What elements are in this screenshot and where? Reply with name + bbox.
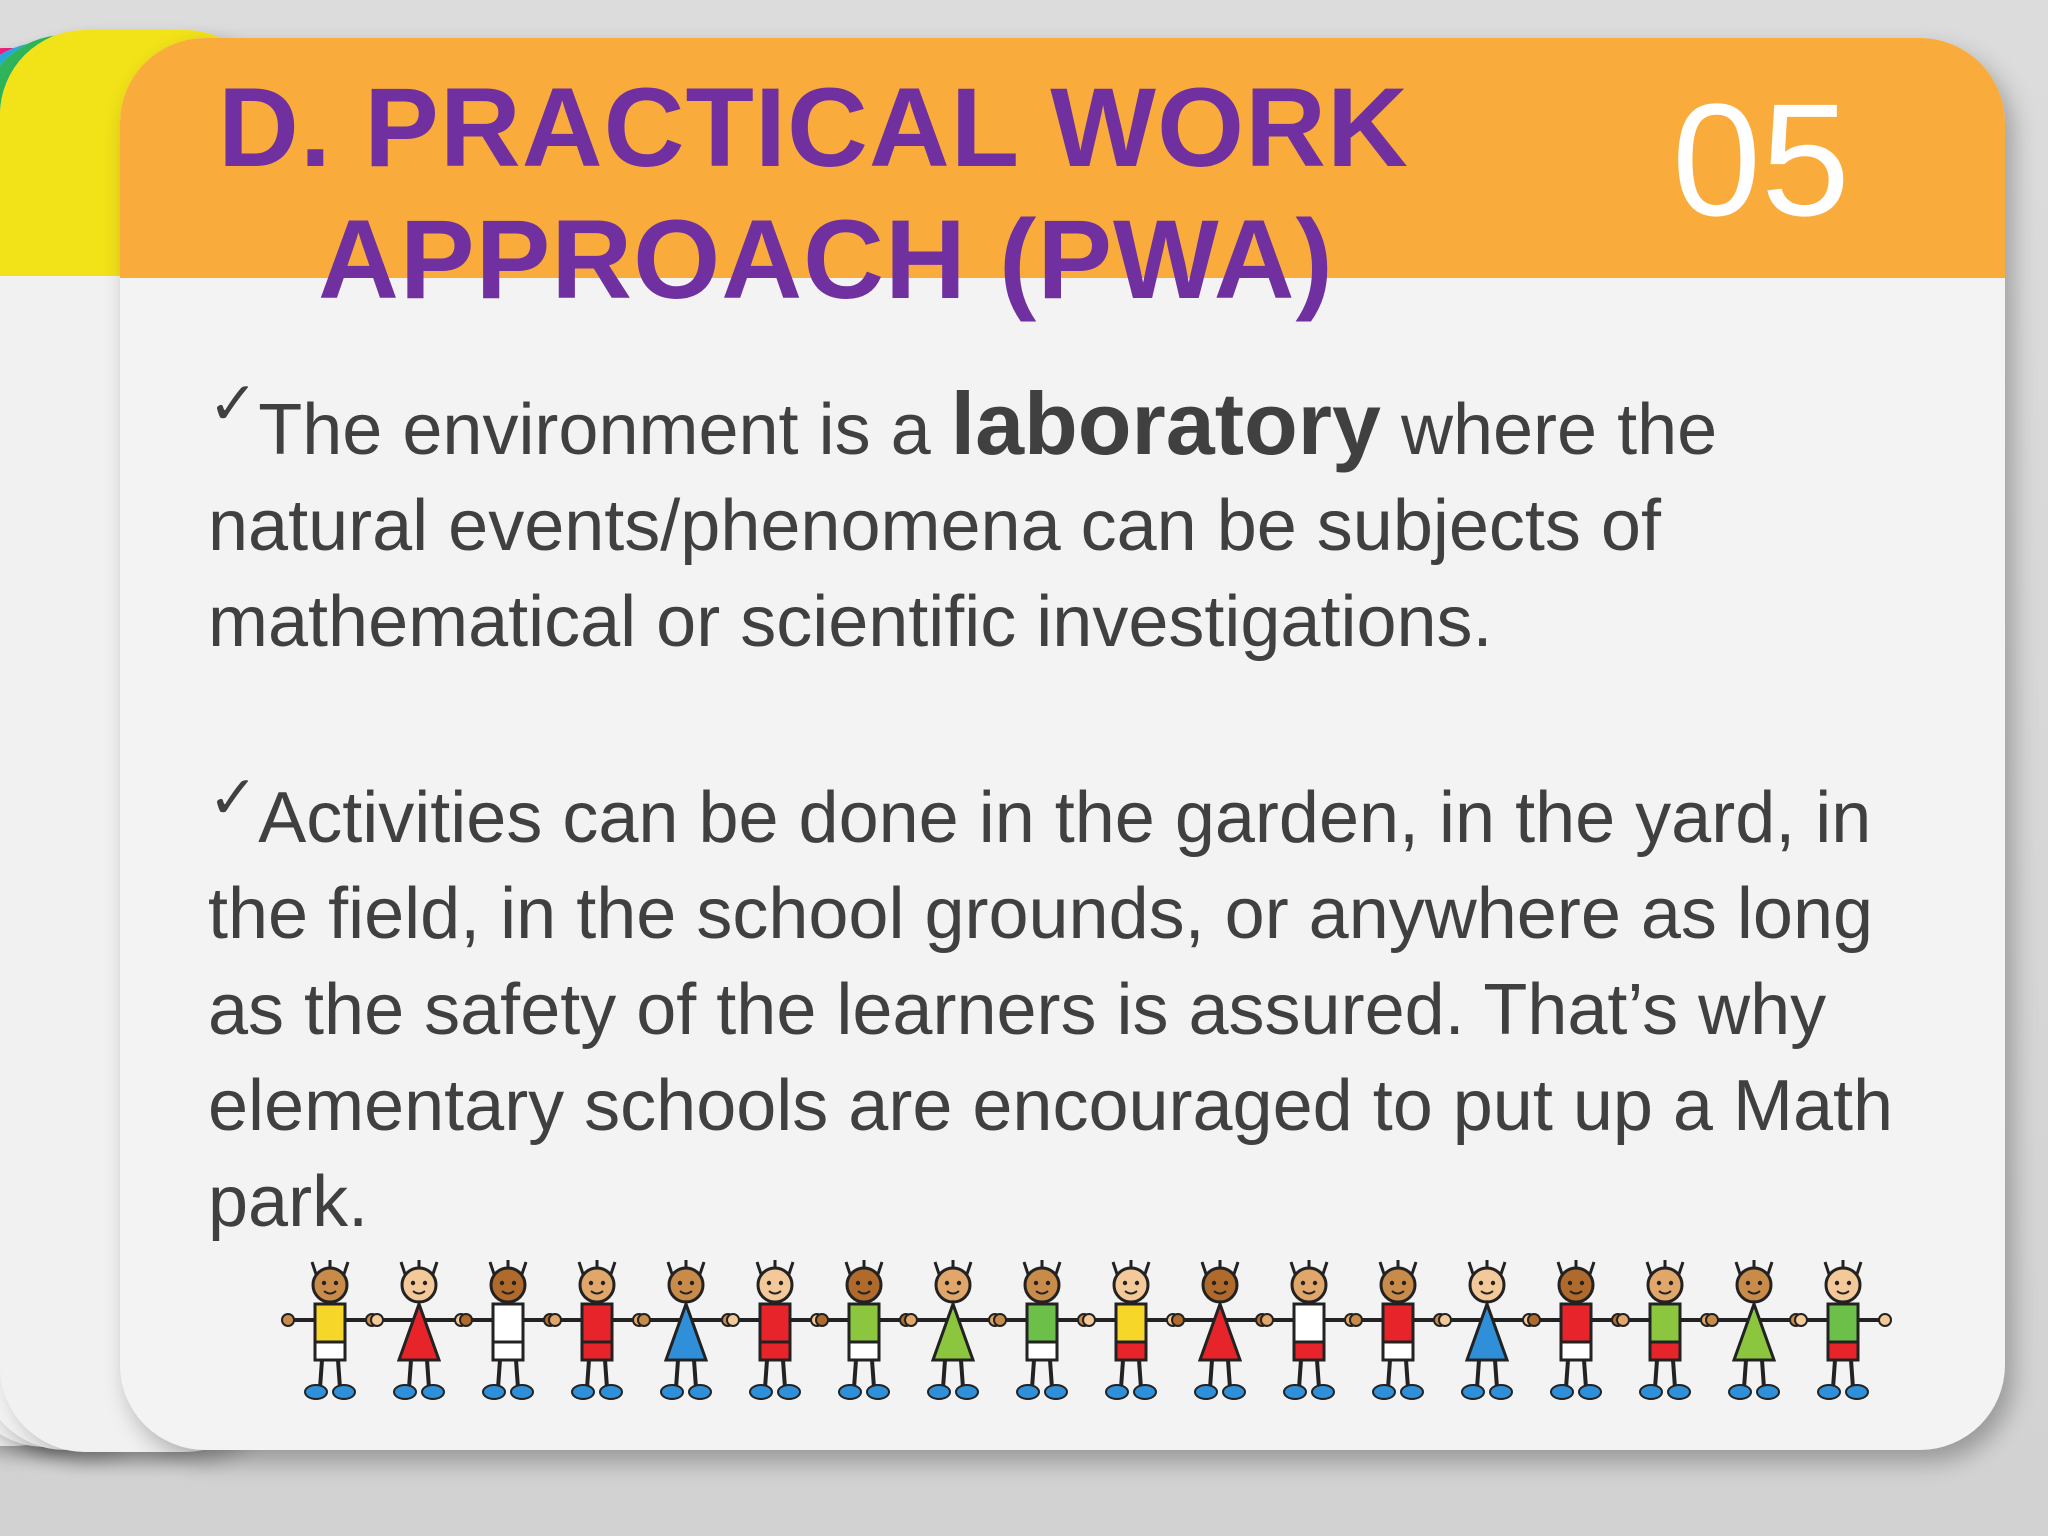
child-figure: [638, 1260, 734, 1399]
child-figure: [549, 1260, 645, 1399]
child-figure: [1795, 1260, 1891, 1399]
child-figure: [994, 1260, 1090, 1399]
slide-title-line1: D. PRACTICAL WORK: [218, 65, 1409, 190]
child-figure: [1350, 1260, 1446, 1399]
bullet-text: Activities can be done in the garden, in the yard, in the field, in the school grounds, or anywhere as long as the safety of the learners is assured. That’s why elementary schools are encouraged to put up a Math park.: [208, 778, 1894, 1242]
child-figure: [1172, 1260, 1268, 1399]
bullet-item: [208, 764, 1928, 1250]
child-figure: [816, 1260, 912, 1399]
child-figure: [282, 1260, 378, 1399]
slide-title: [218, 62, 1409, 326]
child-figure: [1439, 1260, 1535, 1399]
child-figure: [1261, 1260, 1357, 1399]
bullet-item: [208, 370, 1928, 670]
child-figure: [1706, 1260, 1802, 1399]
child-figure: [371, 1260, 467, 1399]
slide-title-line2: APPROACH (PWA): [318, 197, 1334, 322]
bullet-text-after: where the natural events/phenomena can be subjects of mathematical or scientific investigations.: [208, 390, 1718, 662]
checkmark-icon: ✓: [208, 764, 259, 831]
child-figure: [905, 1260, 1001, 1399]
slide-number: 05: [1672, 70, 1850, 249]
child-figure: [727, 1260, 823, 1399]
bullet-text-before: The environment is a: [258, 390, 951, 470]
child-figure: [460, 1260, 556, 1399]
child-figure: [1617, 1260, 1713, 1399]
child-figure: [1528, 1260, 1624, 1399]
checkmark-icon: ✓: [208, 370, 259, 437]
bullet-text-emphasis: laboratory: [950, 374, 1381, 473]
children-holding-hands-icon: [280, 1260, 1920, 1410]
bullet-list: [208, 370, 1928, 1350]
child-figure: [1083, 1260, 1179, 1399]
